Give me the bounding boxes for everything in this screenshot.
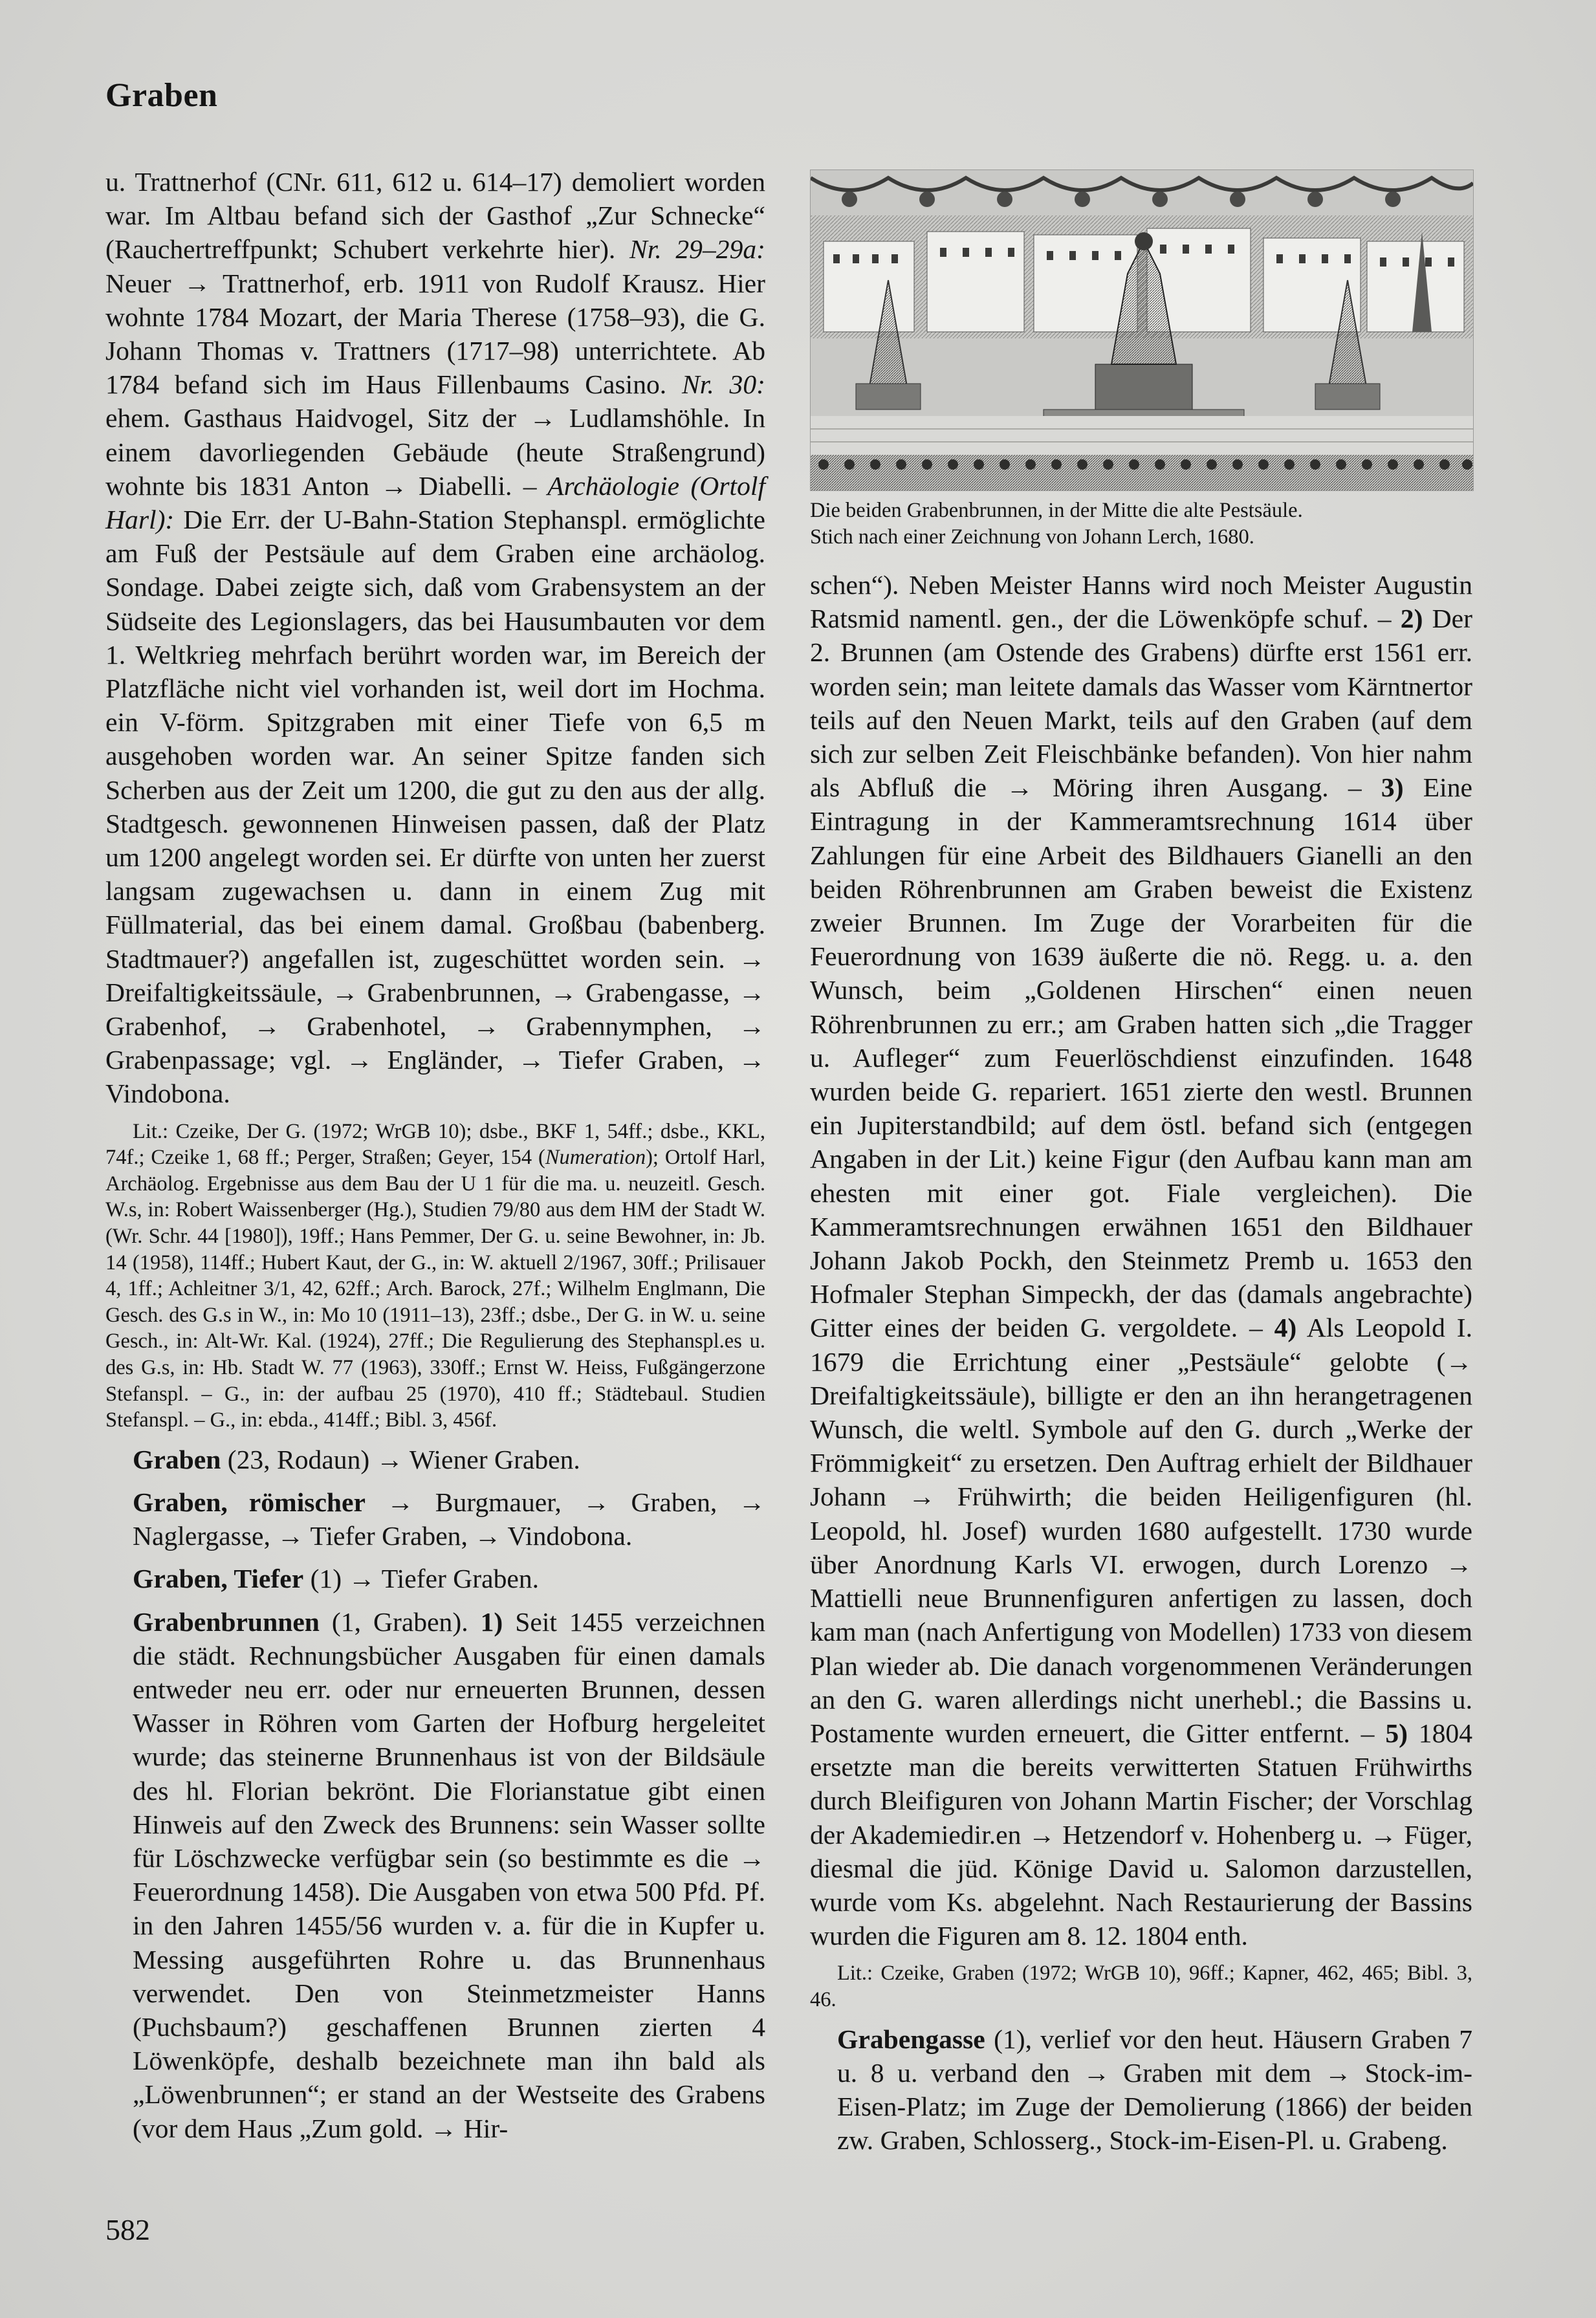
engraving-grabenbrunnen: [810, 169, 1474, 491]
literature-graben: Lit.: Czeike, Der G. (1972; WrGB 10); dsbe., BKF 1, 54ff.; dsbe., KKL, 74f.; Czeike 1, 68 ff.; Perger, Straßen; Geyer, 154 (Numeration); Ortolf Harl, Archäolog. Ergebnisse aus dem Bau der U 1 für die ma. u. neuzeitl. Gesch. W.s, in: Robert Waissenberger (Hg.), Studien 79/80 aus dem HM der Stadt W. (Wr. Schr. 44 [1980]), 19ff.; Hans Pemmer, Der G. u. seine Bewohner, in: Jb. 14 (1958), 114ff.; Hubert Kaut, der G., in: W. aktuell 2/1967, 30ff.; Prilisauer 4, 1ff.; Achleitner 3/1, 42, 62ff.; Arch. Barock, 27f.; Wilhelm Englmann, Die Gesch. des G.s in W., in: Mo 10 (1911–13), 23ff.; dsbe., Der G. in W. u. seine Gesch., in: Alt-Wr. Kal. (1924), 27ff.; Die Regulierung des Stephanspl.es u. des G.s, in: Hb. Stadt W. 77 (1963), 330ff.; Ernst W. Heiss, Fußgängerzone Stefanspl. – G., in: der aufbau 25 (1970), 410 ff.; Städtebaul. Studien Stefanspl. – G., in: ebda., 414ff.; Bibl. 3, 456f.: [105, 1119, 766, 1432]
entry-graben-roemischer: Graben, römischer → Burgmauer, → Graben, → Naglergasse, → Tiefer Graben, → Vindobona.: [133, 1487, 765, 1551]
engraving-illustration: [811, 170, 1473, 490]
entry-graben-rodaun: Graben (23, Rodaun) → Wiener Graben.: [133, 1444, 580, 1474]
figure: [810, 169, 1472, 550]
figure-caption: Die beiden Grabenbrunnen, in der Mitte die alte Pestsäule. Stich nach einer Zeichnung von Johann Lerch, 1680.: [810, 499, 1303, 549]
trattnerhof-continuation: u. Trattnerhof (CNr. 611, 612 u. 614–17) demoliert worden war. Im Altbau befand sich der Gasthof „Zur Schnecke“ (Rauchertreffpunkt; Schubert verkehrte hier). Nr. 29–29a: Neuer → Trattnerhof, erb. 1911 von Rudolf Krausz. Hier wohnte 1784 Mozart, der Maria Therese (1758–93), die G. Johann Thomas v. Trattners (1717–98) unterrichtete. Ab 1784 befand sich im Haus Fillenbaums Casino. Nr. 30: ehem. Gasthaus Haidvogel, Sitz der → Ludlamshöhle. In einem davorliegenden Gebäude (heute Straßengrund) wohnte bis 1831 Anton → Diabelli. – Archäologie (Ortolf Harl): Die Err. der U-Bahn-Station Stephanspl. ermöglichte am Fuß der Pestsäule auf dem Graben eine archäolog. Sondage. Dabei zeigte sich, daß vom Grabensystem an der Südseite des Legionslagers, das bei Hausumbauten vor dem 1. Weltkrieg mehrfach berührt worden war, im Bereich der Platzfläche nicht viel vorhanden ist, weil dort im Hochma. ein V-förm. Spitzgraben mit einer Tiefe von 6,5 m ausgehoben worden war. An seiner Spitze fanden sich Scherben aus der Zeit um 1200, die gut zu den aus der allg. Stadtgesch. gewonnenen Hinweisen passen, daß der Platz um 1200 angelegt worden sei. Er dürfte von unten her zuerst langsam zugewachsen u. dann in einem Zug mit Füllmaterial, das bei einem damal. Großbau (babenberg. Stadtmauer?) angefallen ist, zugeschüttet worden sein. → Dreifaltigkeitssäule, → Grabenbrunnen, → Grabengasse, → Grabenhof, → Grabenhotel, → Grabennymphen, → Grabenpassage; vgl. → Engländer, → Tiefer Graben, → Vindobona.: [105, 167, 766, 1109]
right-column: [810, 568, 1472, 2157]
entry-grabenbrunnen: Grabenbrunnen (1, Graben). 1) Seit 1455 verzeichnen die städt. Rechnungsbücher Ausgaben für einen damals entweder neu err. oder nur erneuerten Brunnen, dessen Wasser in Röhren vom Garten der Hofburg hergeleitet wurde; das steinerne Brunnenhaus ist von der Bildsäule des hl. Florian bekrönt. Die Florianstatue gibt einen Hinweis auf den Zweck des Brunnens: sein Wasser sollte für Löschzwecke verfügbar sein (so bestimmte es die → Feuerordnung 1458). Die Ausgaben von etwa 500 Pfd. Pf. in den Jahren 1455/56 wurden v. a. für die in Kupfer u. Messing ausgeführten Rohre u. das Brunnenhaus verwendet. Den von Steinmetzmeister Hanns (Puchsbaum?) geschaffenen Brunnen zierten 4 Löwenköpfe, deshalb bezeichnete man ihn bald als „Löwenbrunnen“; er stand an der Westseite des Grabens (vor dem Haus „Zum gold. → Hir-: [133, 1606, 765, 2143]
literature-grabenbrunnen: Lit.: Czeike, Graben (1972; WrGB 10), 96ff.; Kapner, 462, 465; Bibl. 3, 46.: [810, 1962, 1472, 2011]
page-number: 582: [105, 2213, 150, 2246]
grabenbrunnen-continuation: schen“). Neben Meister Hanns wird noch Meister Augustin Ratsmid namentl. gen., der die Löwenköpfe schuf. – 2) Der 2. Brunnen (am Ostende des Grabens) dürfte erst 1561 err. worden sein; man leitete damals das Wasser vom Kärntnertor teils auf den Neuen Markt, teils auf den Graben (auf dem sich zur selben Zeit Fleischbänke befanden). Von hier nahm als Abfluß die → Möring ihren Ausgang. – 3) Eine Eintragung in der Kammeramtsrechnung 1614 über Zahlungen für eine Arbeit des Bildhauers Gianelli an den beiden Röhrenbrunnen am Graben beweist die Existenz zweier Brunnen. Im Zuge der Vorarbeiten für die Feuerordnung von 1639 äußerte die nö. Regg. u. a. den Wunsch, beim „Goldenen Hirschen“ einen neuen Röhrenbrunnen zu err.; am Graben hatten sich „die Tragger u. Aufleger“ zum Feuerlöschdienst einzufinden. 1648 wurden beide G. repariert. 1651 zierte den westl. Brunnen ein Jupiterstandbild; auf dem östl. befand sich (entgegen Angaben in der Lit.) keine Figur (den Aufbau kann man am ehesten mit einer got. Fiale vergleichen). Die Kammeramtsrechnungen erwähnen 1651 den Bildhauer Johann Jakob Pockh, den Steinmetz Premb u. 1653 den Hofmaler Stephan Simpeckh, der das (damals angebrachte) Gitter eines der beiden G. vergoldete. – 4) Als Leopold I. 1679 die Errichtung einer „Pestsäule“ gelobte (→ Dreifaltigkeitssäule), billigte er den an ihn herangetragenen Wunsch, die weltl. Symbole auf den G. durch „Werke der Frömmigkeit“ zu ersetzen. Den Auftrag erhielt der Bildhauer Johann → Frühwirth; die beiden Heiligenfiguren (hl. Leopold, hl. Josef) wurden 1680 aufgestellt. 1730 wurde über Anordnung Karls VI. erwogen, durch Lorenzo → Mattielli neue Brunnenfiguren anfertigen zu lassen, doch kam man (nach Anfertigung von Modellen) 1733 von diesem Plan wieder ab. Die danach vorgenommenen Veränderungen an den G. waren allerdings nicht unerhebl.; die Bassins u. Postamente wurden erneuert, die Gitter entfernt. – 5) 1804 ersetzte man die bereits verwitterten Statuen Frühwirths durch Bleifiguren von Johann Martin Fischer; der Vorschlag der Akademiedir.en → Hetzendorf v. Hohenberg u. → Füger, diesmal die jüd. Könige David u. Salomon darzustellen, wurde vom Ks. abgelehnt. Nach Restaurierung der Bassins wurden die Figuren am 8. 12. 1804 enth.: [810, 570, 1473, 1951]
entry-graben-tiefer: Graben, Tiefer (1) → Tiefer Graben.: [133, 1564, 540, 1594]
entry-grabengasse: Grabengasse (1), verlief vor den heut. Häusern Graben 7 u. 8 u. verband den → Graben mit dem → Stock-im-Eisen-Platz; im Zuge der Demolierung (1866) der beiden zw. Graben, Schlosserg., Stock-im-Eisen-Pl. u. Grabeng.: [837, 2024, 1472, 2156]
left-column: [105, 165, 765, 2145]
running-head: Graben: [105, 77, 218, 114]
